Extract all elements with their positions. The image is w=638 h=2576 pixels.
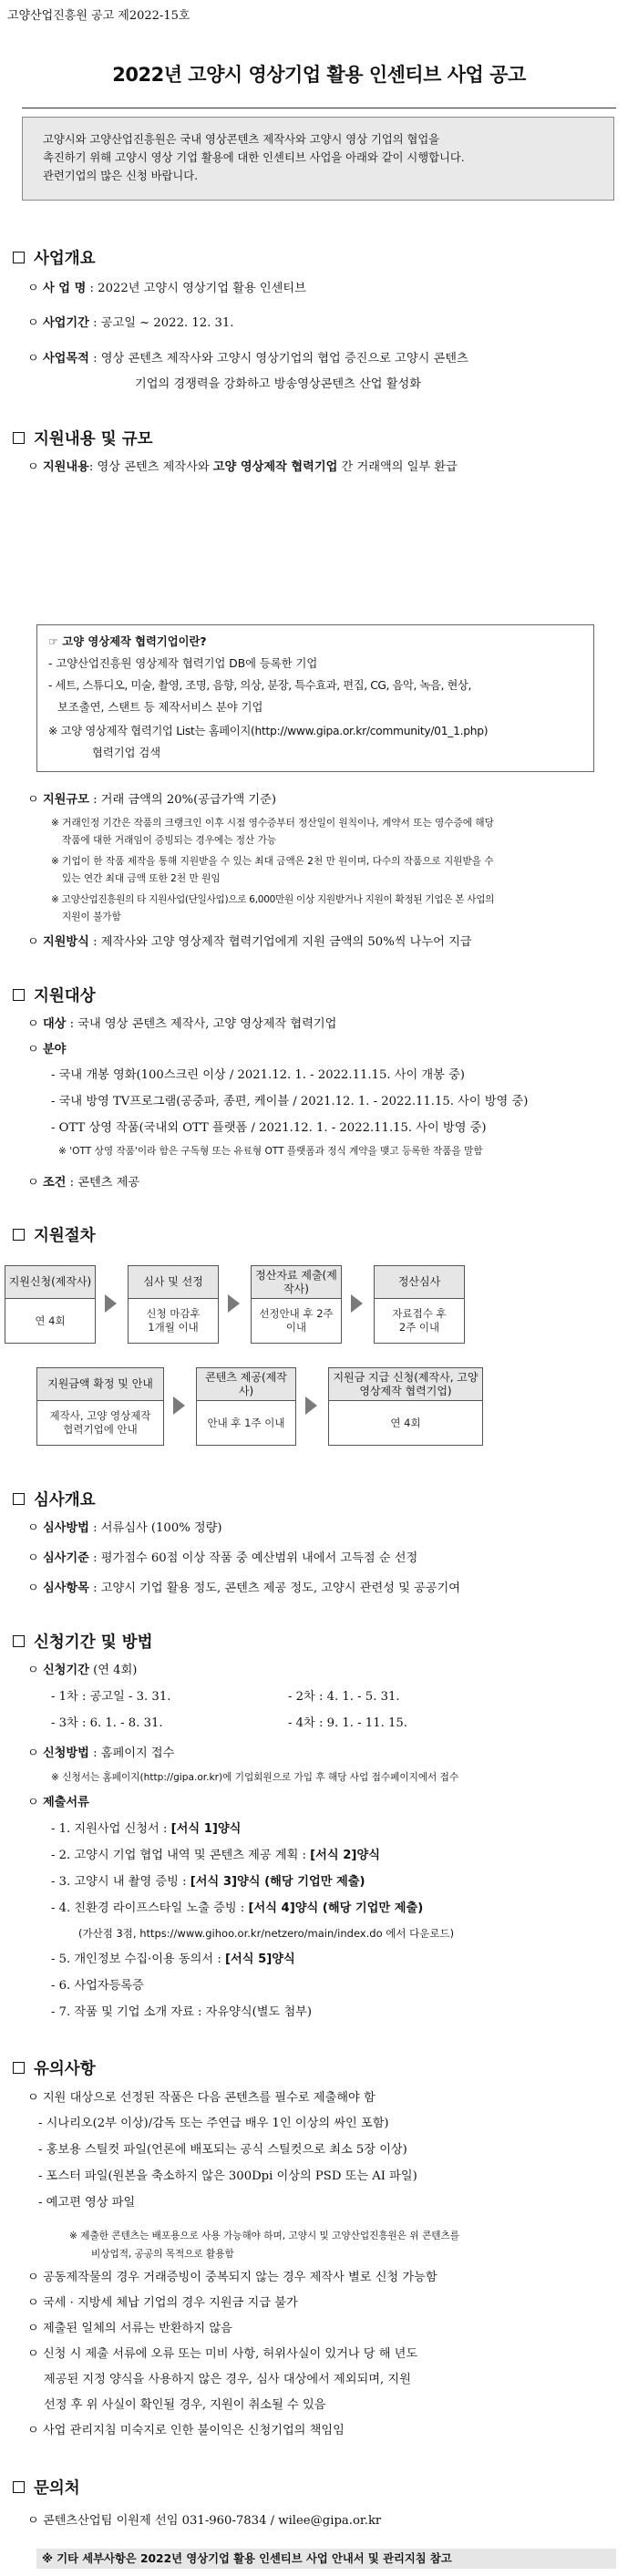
documents-row: ㅇ 제출서류 (27, 1796, 89, 1809)
target-row: ㅇ 대상 : 국내 영상 콘텐츠 제작사, 고양 영상제작 협력기업 (27, 1017, 337, 1031)
notice-sub-2: - 홍보용 스틸컷 파일(언론에 배포되는 공식 스틸컷으로 최소 5장 이상) (38, 2143, 407, 2157)
section-heading-target: 지원대상 (13, 984, 96, 1006)
notice-item-1: ㅇ 공동제작물의 경우 거래증빙이 중복되지 않는 경우 제작사 별로 신청 가능함 (27, 2271, 437, 2284)
scale-note-1: ※ 거래인정 기간은 작품의 크랭크인 이후 시점 영수증부터 정산일이 원칙이나, 계약서 또는 영수증에 해당 (51, 818, 494, 829)
notice-item-4-cont-1: 제공된 지정 양식을 사용하지 않은 경우, 심사 대상에서 제외되며, 지원 (44, 2373, 411, 2386)
document-5: - 5. 개인정보 수집·이용 동의서 : [서식 5]양식 (51, 1953, 295, 1966)
partner-info-box (36, 624, 594, 772)
checkbox-icon (13, 252, 25, 263)
application-method-row: ㅇ 신청방법 : 홈페이지 접수 (27, 1747, 175, 1760)
application-note: ※ 신청서는 홈페이지(http://gipa.or.kr)에 기업회원으로 가입 후 해당 사업 접수페이지에서 접수 (51, 1772, 459, 1783)
section-heading-procedure: 지원절차 (13, 1223, 96, 1246)
scale-note-2-cont: 있는 연간 최대 금액 또한 2천 만 원임 (62, 873, 221, 884)
support-scale-row: ㅇ 지원규모 : 거래 금액의 20%(공급가액 기준) (27, 793, 277, 807)
overview-purpose-row: ㅇ 사업목적 : 영상 콘텐츠 제작사와 고양시 영상기업의 협업 증진으로 고양시 콘텐츠 (27, 352, 468, 366)
arrow-right-icon (305, 1396, 317, 1415)
scale-note-2: ※ 기업이 한 작품 제작을 통해 지원받을 수 있는 최대 금액은 2천 만 원이며, 다수의 작품으로 지원받을 수 (51, 856, 494, 867)
section-heading-overview: 사업개요 (13, 246, 96, 269)
section-heading-application: 신청기간 및 방법 (13, 1630, 153, 1653)
review-criteria-row: ㅇ 심사기준 : 평가점수 60점 이상 작품 중 예산범위 내에서 고득점 순 선정 (27, 1551, 418, 1565)
checkbox-icon (13, 1635, 25, 1647)
round-3: - 3차 : 6. 1. - 8. 31. (51, 1716, 163, 1730)
checkbox-icon (13, 1229, 25, 1241)
document-4-note: (가산점 3점, https://www.gihoo.or.kr/netzero/main/index.do 에서 다운로드) (78, 1927, 455, 1940)
checkbox-icon (13, 1493, 25, 1505)
notice-item-5: ㅇ 사업 관리지침 미숙지로 인한 불이익은 신청기업의 책임임 (27, 2424, 345, 2437)
intro-line-3: 관련기업의 많은 신청 바랍니다. (43, 170, 199, 182)
procedure-step-6: 콘텐츠 제공(제작사) 안내 후 1주 이내 (196, 1367, 296, 1446)
partner-info-line-2: - 세트, 스튜디오, 미술, 촬영, 조명, 음향, 의상, 분장, 특수효과, 편집, CG, 음악, 녹음, 현상, (48, 679, 471, 692)
document-number: 고양산업진흥원 공고 제2022-15호 (7, 9, 190, 23)
application-period-row: ㅇ 신청기간 (연 4회) (27, 1664, 138, 1677)
support-method-row: ㅇ 지원방식 : 제작사와 고양 영상제작 협력기업에게 지원 금액의 50%씩 나누어 지급 (27, 935, 472, 949)
partner-info-line-1: - 고양산업진흥원 영상제작 협력기업 DB에 등록한 기업 (48, 657, 318, 670)
partner-info-line-5: 협력기업 검색 (92, 747, 161, 759)
review-method-row: ㅇ 심사방법 : 서류심사 (100% 정량) (27, 1521, 222, 1535)
scale-note-1-cont: 작품에 대한 거래임이 증빙되는 경우에는 정산 가능 (62, 835, 277, 846)
overview-period-row: ㅇ 사업기간 : 공고일 ~ 2022. 12. 31. (27, 316, 234, 330)
arrow-right-icon (105, 1294, 117, 1313)
scale-note-3-cont: 지원이 불가함 (62, 912, 121, 922)
section-heading-contact: 문의처 (13, 2476, 80, 2499)
partner-info-line-4: ※ 고양 영상제작 협력기업 List는 홈페이지(http://www.gipa.or.kr/community/01_1.php) (48, 725, 489, 737)
round-4: - 4차 : 9. 1. - 11. 15. (288, 1716, 407, 1730)
document-7: - 7. 작품 및 기업 소개 자료 : 자유양식(별도 첨부) (51, 2005, 313, 2019)
notice-required: ㅇ 지원 대상으로 선정된 작품은 다음 콘텐츠를 필수로 제출해야 함 (27, 2091, 376, 2105)
section-heading-support: 지원내용 및 규모 (13, 427, 153, 449)
checkbox-icon (13, 2481, 25, 2493)
page-title: 2022년 고양시 영상기업 활용 인센티브 사업 공고 (112, 64, 526, 86)
procedure-step-3: 정산자료 제출(제작사) 선정안내 후 2주 이내 (251, 1265, 342, 1344)
field-item-3: - OTT 상영 작품(국내외 OTT 플랫폼 / 2021.12. 1. - 2022.11.15. 사이 방영 중) (51, 1121, 487, 1135)
contact-info: ㅇ 콘텐츠산업팀 이원제 선임 031-960-7834 / wilee@gipa.or.kr (27, 2514, 382, 2528)
bottom-note: ※ 기타 세부사항은 2022년 영상기업 활용 인센티브 사업 안내서 및 관리지침 참고 (36, 2549, 616, 2569)
notice-sub-4: - 예고편 영상 파일 (38, 2196, 136, 2210)
intro-line-1: 고양시와 고양산업진흥원은 국내 영상콘텐츠 제작사와 고양시 영상 기업의 협업을 (43, 133, 440, 146)
intro-line-2: 촉진하기 위해 고양시 영상 기업 활용에 대한 인센티브 사업을 아래와 같이 시행합니다. (43, 151, 465, 164)
procedure-step-5: 지원금액 확정 및 안내 제작사, 고양 영상제작 협력기업에 안내 (36, 1367, 164, 1446)
procedure-step-7: 지원금 지급 신청(제작사, 고양 영상제작 협력기업) 연 4회 (328, 1367, 483, 1446)
section-heading-notes: 유의사항 (13, 2056, 96, 2079)
overview-name-row: ㅇ 사 업 명 : 2022년 고양시 영상기업 활용 인센티브 (27, 282, 306, 295)
document-2: - 2. 고양시 기업 협업 내역 및 콘텐츠 제공 계획 : [서식 2]양식 (51, 1849, 380, 1862)
notice-item-3: ㅇ 제출된 일체의 서류는 반환하지 않음 (27, 2322, 232, 2335)
notice-item-4-cont-2: 선정 후 위 사실이 확인될 경우, 지원이 취소될 수 있음 (44, 2398, 326, 2412)
overview-purpose-cont: 기업의 경쟁력을 강화하고 방송영상콘텐츠 산업 활성화 (135, 377, 421, 391)
checkbox-icon (13, 2062, 25, 2074)
condition-row: ㅇ 조건 : 콘텐츠 제공 (27, 1176, 140, 1190)
notice-content-note: ※ 제출한 콘텐츠는 배포용으로 사용 가능해야 하며, 고양시 및 고양산업진흥원은 위 콘텐츠를 (69, 2231, 459, 2241)
document-6: - 6. 사업자등록증 (51, 1979, 144, 1993)
ott-note: ※ 'OTT 상영 작품'이라 함은 구독형 또는 유료형 OTT 플랫폼과 정식 계약을 맺고 등록한 작품을 말함 (58, 1146, 483, 1157)
procedure-step-1: 지원신청(제작사) 연 4회 (5, 1265, 96, 1344)
notice-sub-3: - 포스터 파일(원본을 축소하지 않은 300Dpi 이상의 PSD 또는 AI 파일) (38, 2169, 417, 2183)
notice-content-note-cont: 비상업적, 공공의 목적으로 활용함 (91, 2249, 234, 2260)
partner-info-line-3: 보조출연, 스탠트 등 제작서비스 분야 기업 (57, 701, 263, 714)
intro-box (22, 117, 614, 201)
procedure-step-4: 정산심사 자료접수 후 2주 이내 (374, 1265, 465, 1344)
checkbox-icon (13, 432, 25, 444)
arrow-right-icon (173, 1396, 185, 1415)
scale-note-3: ※ 고양산업진흥원의 타 지원사업(단일사업)으로 6,000만원 이상 지원받거나 지원이 확정된 기업은 본 사업의 (51, 894, 495, 905)
section-heading-review: 심사개요 (13, 1488, 96, 1510)
round-2: - 2차 : 4. 1. - 5. 31. (288, 1690, 400, 1704)
arrow-right-icon (228, 1294, 240, 1313)
round-1: - 1차 : 공고일 - 3. 31. (51, 1690, 171, 1704)
field-item-1: - 국내 개봉 영화(100스크린 이상 / 2021.12. 1. - 2022.11.15. 사이 개봉 중) (51, 1068, 465, 1082)
field-item-2: - 국내 방영 TV프로그램(공중파, 종편, 케이블 / 2021.12. 1. - 2022.11.15. 사이 방영 중) (51, 1095, 529, 1108)
review-items-row: ㅇ 심사항목 : 고양시 기업 활용 정도, 콘텐츠 제공 정도, 고양시 관련성 및 공공기여 (27, 1582, 461, 1595)
field-row: ㅇ 분야 (27, 1043, 67, 1056)
document-4: - 4. 친환경 라이프스타일 노출 증빙 : [서식 4]양식 (해당 기업만 제출) (51, 1901, 424, 1915)
partner-info-heading: ☞ 고양 영상제작 협력기업이란? (48, 635, 207, 648)
support-content-row: ㅇ 지원내용: 영상 콘텐츠 제작사와 고양 영상제작 협력기업 간 거래액의 일부 환급 (27, 460, 458, 474)
notice-sub-1: - 시나리오(2부 이상)/감독 또는 주연급 배우 1인 이상의 싸인 포함) (38, 2117, 389, 2130)
document-3: - 3. 고양시 내 촬영 증빙 : [서식 3]양식 (해당 기업만 제출) (51, 1875, 365, 1889)
document-1: - 1. 지원사업 신청서 : [서식 1]양식 (51, 1822, 242, 1836)
notice-item-2: ㅇ 국세 · 지방세 체납 기업의 경우 지원금 지급 불가 (27, 2296, 298, 2310)
checkbox-icon (13, 989, 25, 1001)
arrow-right-icon (351, 1294, 363, 1313)
procedure-step-2: 심사 및 선정 신청 마감후 1개월 이내 (128, 1265, 219, 1344)
notice-item-4: ㅇ 신청 시 제출 서류에 오류 또는 미비 사항, 허위사실이 있거나 당 해 년도 (27, 2347, 418, 2361)
